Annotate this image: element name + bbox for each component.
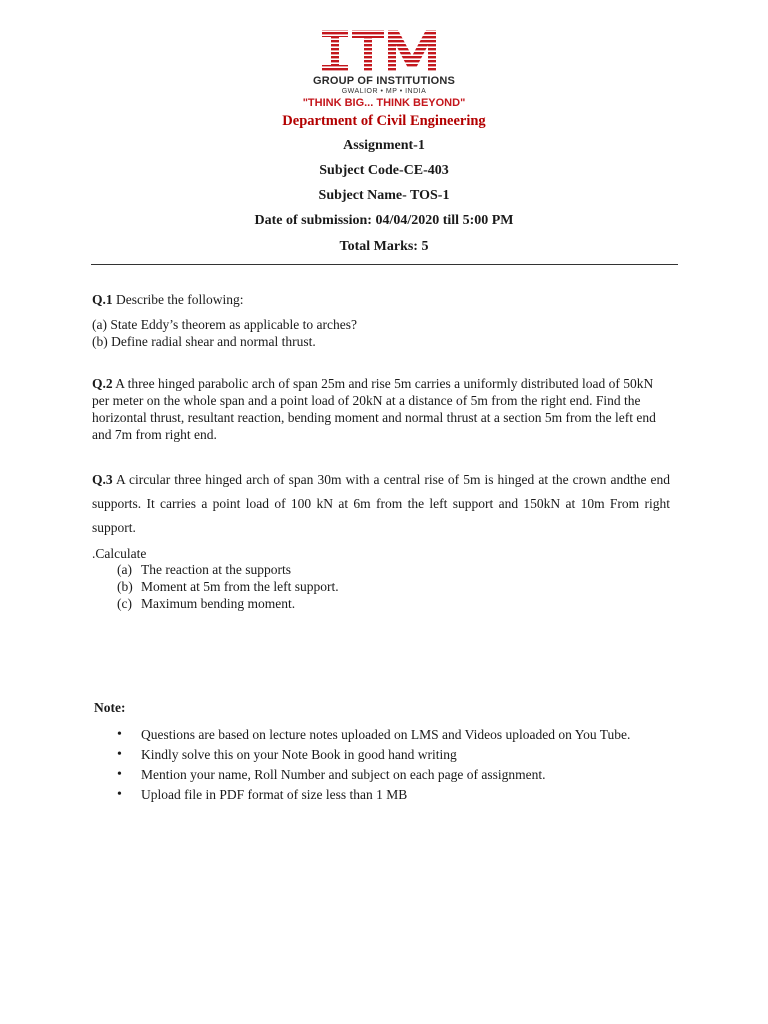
list-item: (a) The reaction at the supports: [117, 562, 291, 577]
submission-date: Date of submission: 04/04/2020 till 5:00 PM: [254, 213, 514, 228]
list-item: • Questions are based on lecture notes uploaded on LMS and Videos uploaded on You Tube.: [117, 727, 631, 742]
list-item: • Mention your name, Roll Number and subject on each page of assignment.: [117, 767, 546, 782]
bullet-icon: •: [117, 787, 122, 802]
list-item: (b) Moment at 5m from the left support.: [117, 579, 339, 594]
department-title: Department of Civil Engineering: [282, 113, 486, 129]
question-number: Q.1: [92, 292, 113, 307]
bullet-icon: •: [117, 747, 122, 762]
question-text: A three hinged parabolic arch of span 25m and rise 5m carries a uniformly distributed load of 50kN per meter on the whole span and a point load of 20kN at a distance of 5m from the right end. Find the horizontal thrust, resultant reaction, bending moment and normal thrust at a section 5m from the left end and 7m from right end.: [92, 376, 656, 442]
question-number: Q.3: [92, 472, 113, 487]
assignment-title: Assignment-1: [343, 138, 425, 153]
question-text: A circular three hinged arch of span 30m with a central rise of 5m is hinged at the crown andthe end supports. It carries a point load of 100 kN at 6m from the left support and 150kN at 10m From right support.: [92, 472, 670, 535]
itm-logo: [284, 24, 484, 110]
question-number: Q.2: [92, 376, 113, 391]
list-item: • Upload file in PDF format of size less than 1 MB: [117, 787, 408, 802]
question-text: Describe the following:: [112, 292, 244, 307]
note-list: [117, 725, 677, 805]
total-marks: Total Marks: 5: [339, 239, 429, 254]
note-heading: Note:: [94, 700, 126, 715]
header-divider: [91, 264, 678, 265]
question-3-subparts: [117, 561, 339, 612]
logo-location-text: GWALIOR • MP • INDIA: [341, 88, 427, 95]
subject-code: Subject Code-CE-403: [319, 163, 449, 178]
logo-group-text: GROUP OF INSTITUTIONS: [312, 75, 456, 87]
question-1-part-b: (b) Define radial shear and normal thrust.: [92, 334, 316, 349]
question-2: [92, 375, 672, 443]
itm-logo-mark: [320, 28, 440, 74]
bullet-icon: •: [117, 727, 122, 742]
list-item: (c) Maximum bending moment.: [117, 596, 296, 611]
question-3: [92, 468, 670, 540]
question-1: [92, 291, 243, 308]
list-item: • Kindly solve this on your Note Book in good hand writing: [117, 747, 457, 762]
question-1-part-a: (a) State Eddy’s theorem as applicable to arches?: [92, 317, 358, 332]
logo-tagline: "THINK BIG... THINK BEYOND": [302, 97, 466, 109]
bullet-icon: •: [117, 767, 122, 782]
subject-name: Subject Name- TOS-1: [318, 188, 450, 203]
calculate-label: .Calculate: [92, 546, 147, 561]
